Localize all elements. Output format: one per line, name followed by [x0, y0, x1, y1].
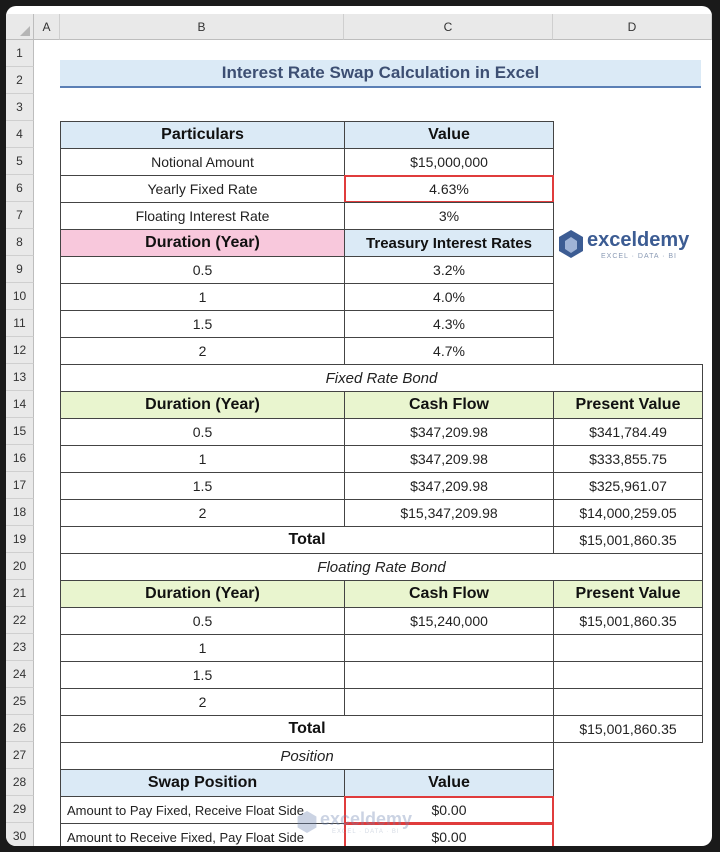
row-header-18[interactable]: 18: [6, 499, 34, 526]
row-header-29[interactable]: 29: [6, 796, 34, 823]
floating-total-label[interactable]: Total: [60, 715, 554, 743]
fixed-total-value[interactable]: $15,001,860.35: [553, 526, 703, 554]
notional-amount-label[interactable]: Notional Amount: [60, 148, 345, 176]
watermark-name: exceldemy: [320, 809, 413, 829]
treasury-duration-header[interactable]: Duration (Year): [60, 229, 345, 257]
logo-tagline: EXCEL · DATA · BI: [601, 253, 677, 260]
treasury-rate-cell[interactable]: 3.2%: [344, 256, 554, 284]
fixed-cash-cell[interactable]: $347,209.98: [344, 418, 554, 446]
fixed-duration-cell[interactable]: 1: [60, 445, 345, 473]
row-header-4[interactable]: 4: [6, 121, 34, 148]
exceldemy-logo: [557, 228, 707, 264]
floating-duration-header[interactable]: Duration (Year): [60, 580, 345, 608]
fixed-cash-cell[interactable]: $347,209.98: [344, 445, 554, 473]
treasury-duration-cell[interactable]: 0.5: [60, 256, 345, 284]
row-header-27[interactable]: 27: [6, 742, 34, 769]
fixed-cash-header[interactable]: Cash Flow: [344, 391, 554, 419]
logo-name: exceldemy: [587, 229, 690, 251]
watermark-logo-icon: [296, 809, 318, 835]
fixed-duration-cell[interactable]: 2: [60, 499, 345, 527]
row-header-28[interactable]: 28: [6, 769, 34, 796]
treasury-rate-cell[interactable]: 4.7%: [344, 337, 554, 365]
floating-rate-label[interactable]: Floating Interest Rate: [60, 202, 345, 230]
row-header-22[interactable]: 22: [6, 607, 34, 634]
fixed-cash-cell[interactable]: $15,347,209.98: [344, 499, 554, 527]
treasury-rate-cell[interactable]: 4.3%: [344, 310, 554, 338]
spreadsheet-window: [6, 6, 712, 846]
floating-cash-cell[interactable]: [344, 634, 554, 662]
row-header-6[interactable]: 6: [6, 175, 34, 202]
fixed-rate-value[interactable]: 4.63%: [344, 175, 554, 203]
column-header-c[interactable]: C: [344, 14, 553, 40]
row-header-30[interactable]: 30: [6, 823, 34, 846]
row-header-25[interactable]: 25: [6, 688, 34, 715]
fixed-duration-header[interactable]: Duration (Year): [60, 391, 345, 419]
exceldemy-watermark: [296, 809, 446, 839]
fixed-pv-cell[interactable]: $14,000,259.05: [553, 499, 703, 527]
row-header-15[interactable]: 15: [6, 418, 34, 445]
row-header-17[interactable]: 17: [6, 472, 34, 499]
row-header-8[interactable]: 8: [6, 229, 34, 256]
treasury-rate-cell[interactable]: 4.0%: [344, 283, 554, 311]
row-header-13[interactable]: 13: [6, 364, 34, 391]
treasury-rate-header[interactable]: Treasury Interest Rates: [344, 229, 554, 257]
treasury-duration-cell[interactable]: 1.5: [60, 310, 345, 338]
sheet-title[interactable]: Interest Rate Swap Calculation in Excel: [60, 60, 701, 88]
row-header-10[interactable]: 10: [6, 283, 34, 310]
column-header-d[interactable]: D: [553, 14, 712, 40]
floating-duration-cell[interactable]: 0.5: [60, 607, 345, 635]
floating-pv-cell[interactable]: [553, 661, 703, 689]
fixed-duration-cell[interactable]: 0.5: [60, 418, 345, 446]
row-header-1[interactable]: 1: [6, 40, 34, 67]
fixed-pv-cell[interactable]: $333,855.75: [553, 445, 703, 473]
treasury-duration-cell[interactable]: 2: [60, 337, 345, 365]
floating-cash-header[interactable]: Cash Flow: [344, 580, 554, 608]
fixed-pv-header[interactable]: Present Value: [553, 391, 703, 419]
row-header-7[interactable]: 7: [6, 202, 34, 229]
row-header-21[interactable]: 21: [6, 580, 34, 607]
floating-cash-cell[interactable]: [344, 661, 554, 689]
row-header-5[interactable]: 5: [6, 148, 34, 175]
row-header-20[interactable]: 20: [6, 553, 34, 580]
floating-pv-header[interactable]: Present Value: [553, 580, 703, 608]
pay-fixed-label[interactable]: Amount to Pay Fixed, Receive Float Side: [60, 796, 345, 824]
fixed-cash-cell[interactable]: $347,209.98: [344, 472, 554, 500]
fixed-pv-cell[interactable]: $341,784.49: [553, 418, 703, 446]
row-header-26[interactable]: 26: [6, 715, 34, 742]
floating-pv-cell[interactable]: $15,001,860.35: [553, 607, 703, 635]
row-header-14[interactable]: 14: [6, 391, 34, 418]
pay-fixed-value[interactable]: $0.00: [344, 796, 554, 824]
fixed-duration-cell[interactable]: 1.5: [60, 472, 345, 500]
column-header-b[interactable]: B: [60, 14, 344, 40]
select-all-corner[interactable]: [6, 14, 34, 40]
floating-rate-value[interactable]: 3%: [344, 202, 554, 230]
particulars-value-header[interactable]: Value: [344, 121, 554, 149]
fixed-pv-cell[interactable]: $325,961.07: [553, 472, 703, 500]
row-header-2[interactable]: 2: [6, 67, 34, 94]
row-header-24[interactable]: 24: [6, 661, 34, 688]
notional-amount-value[interactable]: $15,000,000: [344, 148, 554, 176]
floating-bond-section-title[interactable]: Floating Rate Bond: [60, 553, 703, 581]
floating-cash-cell[interactable]: $15,240,000: [344, 607, 554, 635]
row-header-16[interactable]: 16: [6, 445, 34, 472]
row-header-3[interactable]: 3: [6, 94, 34, 121]
row-header-11[interactable]: 11: [6, 310, 34, 337]
floating-pv-cell[interactable]: [553, 634, 703, 662]
row-header-12[interactable]: 12: [6, 337, 34, 364]
exceldemy-logo-icon: [557, 228, 585, 260]
swap-value-header[interactable]: Value: [344, 769, 554, 797]
fixed-bond-section-title[interactable]: Fixed Rate Bond: [60, 364, 703, 392]
floating-pv-cell[interactable]: [553, 688, 703, 716]
particulars-header[interactable]: Particulars: [60, 121, 345, 149]
receive-fixed-value[interactable]: $0.00: [344, 823, 554, 846]
receive-fixed-label[interactable]: Amount to Receive Fixed, Pay Float Side: [60, 823, 345, 846]
floating-duration-cell[interactable]: 1.5: [60, 661, 345, 689]
column-header-a[interactable]: A: [34, 14, 60, 40]
floating-cash-cell[interactable]: [344, 688, 554, 716]
floating-duration-cell[interactable]: 2: [60, 688, 345, 716]
fixed-total-label[interactable]: Total: [60, 526, 554, 554]
swap-position-header[interactable]: Swap Position: [60, 769, 345, 797]
fixed-rate-label[interactable]: Yearly Fixed Rate: [60, 175, 345, 203]
treasury-duration-cell[interactable]: 1: [60, 283, 345, 311]
watermark-tagline: EXCEL · DATA · BI: [332, 829, 400, 835]
position-section-title[interactable]: Position: [60, 742, 554, 770]
row-header-19[interactable]: 19: [6, 526, 34, 553]
row-header-23[interactable]: 23: [6, 634, 34, 661]
floating-duration-cell[interactable]: 1: [60, 634, 345, 662]
row-header-9[interactable]: 9: [6, 256, 34, 283]
floating-total-value[interactable]: $15,001,860.35: [553, 715, 703, 743]
